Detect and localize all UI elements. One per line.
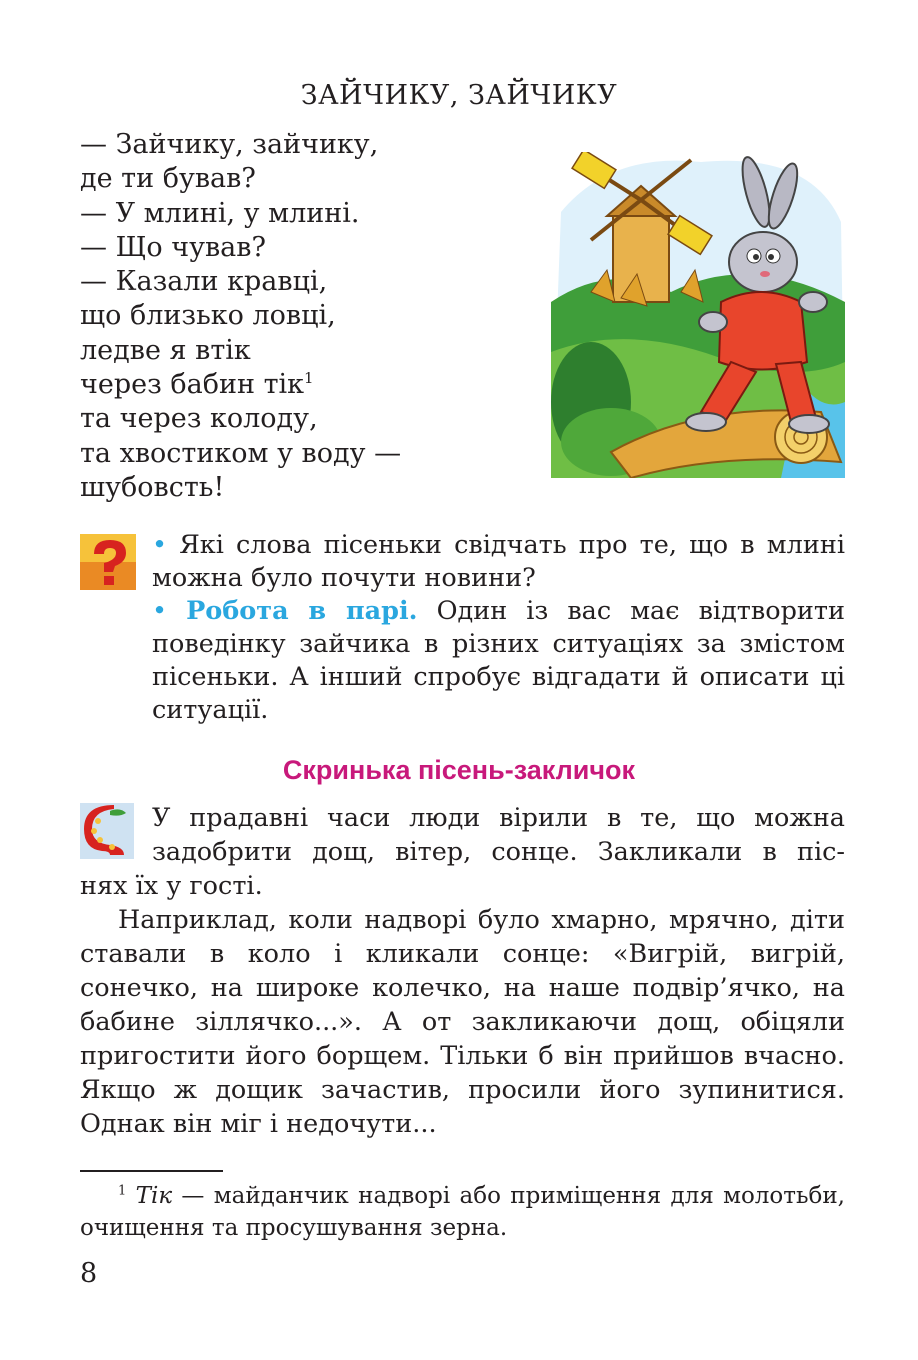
poem-line: — Зайчику, зайчику, xyxy=(80,129,379,160)
reading-ornament-icon xyxy=(80,803,134,859)
poem-line: — Казали кравці, xyxy=(80,266,328,298)
hare-windmill-illustration xyxy=(551,152,845,478)
bullet: • xyxy=(152,596,168,626)
pair-work-label: Робота в парі. xyxy=(186,596,418,626)
poem-line: що близько ловці, xyxy=(80,300,336,332)
poem-line xyxy=(80,368,440,402)
paragraph-1-line-2: задобрити дощ, вітер, сонце. Закликали в піс- xyxy=(152,837,845,867)
tasks-block xyxy=(152,529,845,727)
poem-line: та через колоду, xyxy=(80,403,318,435)
footnote-mark: 1 xyxy=(118,1183,127,1199)
paragraph-2-text: Наприклад, коли надворі було хмарно, мрячно, діти ставали в коло і кликали сонце: «Вигрій, вигрій, сонечко, на широке колечко, на наше подвір’ячко, на бабине зіллячко...». А от закликаючи дощ, обіцяли пригостити його борщем. Тільки б він прийшов вчасно. Якщо ж дощик зачастив, просили його зупинитися. Однак він міг і недочути... xyxy=(80,905,845,1139)
task-1 xyxy=(152,529,845,595)
poem-line: ледве я втік xyxy=(80,334,251,366)
footnote-ref: 1 xyxy=(304,369,314,388)
question-mark-icon xyxy=(80,534,136,590)
bullet: • xyxy=(152,530,168,560)
body-text xyxy=(80,869,845,1141)
paragraph-1-start xyxy=(152,801,845,869)
footnote-term: Тік xyxy=(135,1183,173,1209)
poem-title: ЗАЙЧИКУ, ЗАЙЧИКУ xyxy=(300,80,618,111)
poem-line-text: через бабин тік xyxy=(80,369,305,401)
poem-line: шубовсть! xyxy=(80,471,225,503)
paragraph-1-line-1: У прадавні часи люди вірили в те, що можна xyxy=(152,803,845,833)
task-1-text: Які слова пісеньки свідчать про те, що в млині можна було почути новини? xyxy=(152,530,845,593)
paragraph-1-end: нях їх у гості. xyxy=(80,871,263,901)
poem-line: — У млині, у млині. xyxy=(80,197,360,229)
footnote xyxy=(80,1180,845,1244)
page-number: 8 xyxy=(80,1258,98,1289)
footnote-divider xyxy=(80,1170,223,1172)
poem-line: — Що чував? xyxy=(80,231,266,263)
footnote-text: — майданчик надворі або приміщення для молотьби, очищення та просушування зерна. xyxy=(80,1183,845,1241)
task-2-text: Один із вас має відтворити поведінку зайчика в різних ситуаціях за змістом пісеньки. А інший спробує відгадати й описати ці ситуації. xyxy=(152,596,846,725)
paragraph-2 xyxy=(80,903,845,1141)
section-title: Скринька пісень-закличок xyxy=(282,755,636,785)
task-2 xyxy=(152,595,845,727)
poem-line: де ти бував? xyxy=(80,163,256,195)
poem xyxy=(80,128,440,505)
poem-line: та хвостиком у воду — xyxy=(80,437,402,469)
